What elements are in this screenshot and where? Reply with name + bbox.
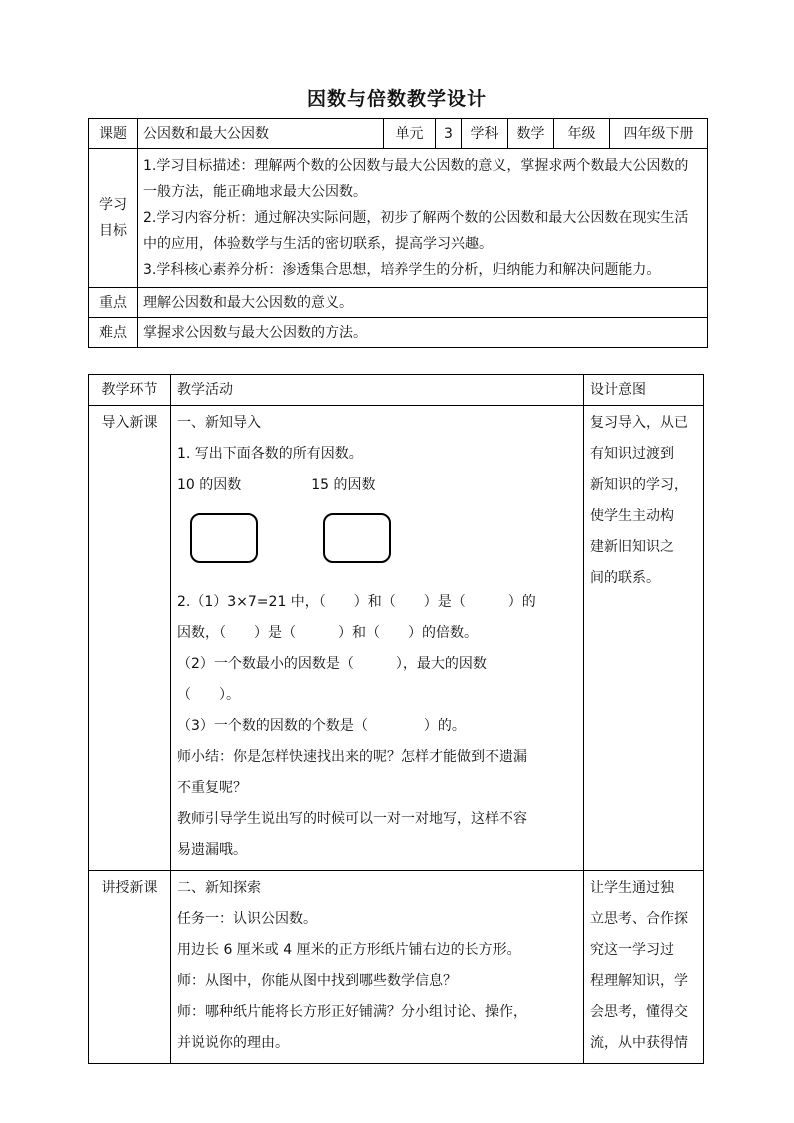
activity-line: 教师引导学生说出写的时候可以一对一对地写，这样不容	[177, 811, 527, 827]
header-intent: 设计意图	[584, 375, 704, 406]
activity-line: 用边长 6 厘米或 4 厘米的正方形纸片铺右边的长方形。	[177, 942, 521, 958]
activity-intro	[171, 406, 584, 871]
activity-line: （ ）。	[177, 687, 240, 703]
info-row	[89, 119, 708, 149]
unit-label: 单元	[384, 119, 436, 149]
plan-row-new	[89, 871, 704, 1064]
activity-new	[171, 871, 584, 1064]
header-stage: 教学环节	[89, 375, 171, 406]
stage-intro: 导入新课	[89, 406, 171, 871]
difficulty-row	[89, 318, 708, 348]
goal-item: 1.学习目标描述：理解两个数的公因数与最大公因数的意义，掌握求两个数最大公因数的一般方法，能正确地求最大公因数。	[143, 158, 689, 200]
intent-new	[584, 871, 704, 1064]
activity-line: 不重复呢？	[177, 780, 247, 796]
difficulty-value: 掌握求公因数与最大公因数的方法。	[138, 318, 708, 348]
activity-line: 师小结：你是怎样快速找出来的呢？怎样才能做到不遗漏	[177, 749, 527, 765]
intent-line: 间的联系。	[590, 570, 660, 586]
intent-line: 建新旧知识之	[590, 539, 674, 555]
activity-line: 并说说你的理由。	[177, 1035, 289, 1051]
difficulty-label: 难点	[89, 318, 138, 348]
activity-line: 2.（1）3×7=21 中，（ ）和（ ）是（ ）的	[177, 594, 536, 610]
activity-line: 师：从图中，你能从图中找到哪些数学信息？	[177, 973, 457, 989]
activity-line: 易遗漏哦。	[177, 842, 247, 858]
plan-row-intro	[89, 406, 704, 871]
goal-item: 3.学科核心素养分析：渗透集合思想，培养学生的分析，归纳能力和解决问题能力。	[143, 262, 661, 278]
lesson-value: 公因数和最大公因数	[138, 119, 384, 149]
intent-line: 会思考，懂得交	[590, 1004, 688, 1020]
key-label: 重点	[89, 288, 138, 318]
activity-line: 1. 写出下面各数的所有因数。	[177, 446, 363, 462]
goal-item: 2.学习内容分析：通过解决实际问题，初步了解两个数的公因数和最大公因数在现实生活中的应用，体验数学与生活的密切联系，提高学习兴趣。	[143, 210, 689, 252]
intent-line: 究这一学习过	[590, 942, 674, 958]
intent-line: 复习导入，从已	[590, 415, 688, 431]
lesson-label: 课题	[89, 119, 138, 149]
key-row	[89, 288, 708, 318]
activity-line: 一、新知导入	[177, 415, 261, 431]
teaching-plan-table	[88, 374, 704, 1064]
factor-15-label: 15 的因数	[311, 477, 376, 493]
goals-content	[138, 149, 708, 288]
intent-intro	[584, 406, 704, 871]
key-value: 理解公因数和最大公因数的意义。	[138, 288, 708, 318]
grade-label: 年级	[554, 119, 610, 149]
subject-label: 学科	[462, 119, 508, 149]
answer-box-10	[190, 513, 258, 563]
answer-box-15	[323, 513, 391, 563]
activity-line: （2）一个数最小的因数是（ ），最大的因数	[177, 656, 487, 672]
intent-line: 立思考、合作探	[590, 911, 688, 927]
activity-line: 因数，（ ）是（ ）和（ ）的倍数。	[177, 625, 478, 641]
activity-line: 任务一：认识公因数。	[177, 911, 317, 927]
goals-label: 学习目标	[89, 149, 138, 288]
activity-line: 师：哪种纸片能将长方形正好铺满？分小组讨论、操作，	[177, 1004, 527, 1020]
subject-value: 数学	[508, 119, 554, 149]
factor-prompts	[177, 470, 577, 501]
grade-value: 四年级下册	[610, 119, 708, 149]
intent-line: 让学生通过独	[590, 880, 674, 896]
intent-line: 流，从中获得情	[590, 1035, 688, 1051]
answer-boxes	[177, 501, 577, 587]
unit-value: 3	[436, 119, 462, 149]
factor-10-label: 10 的因数	[177, 477, 242, 493]
activity-line: （3）一个数的因数的个数是（ ）的。	[177, 718, 466, 734]
stage-new: 讲授新课	[89, 871, 171, 1064]
activity-line: 二、新知探索	[177, 880, 261, 896]
header-activity: 教学活动	[171, 375, 584, 406]
intent-line: 新知识的学习，	[590, 477, 688, 493]
goals-row	[89, 149, 708, 288]
intent-line: 有知识过渡到	[590, 446, 674, 462]
intent-line: 使学生主动构	[590, 508, 674, 524]
plan-header-row	[89, 375, 704, 406]
page-title: 因数与倍数教学设计	[306, 88, 487, 110]
lesson-info-table	[88, 118, 708, 348]
intent-line: 程理解知识，学	[590, 973, 688, 989]
